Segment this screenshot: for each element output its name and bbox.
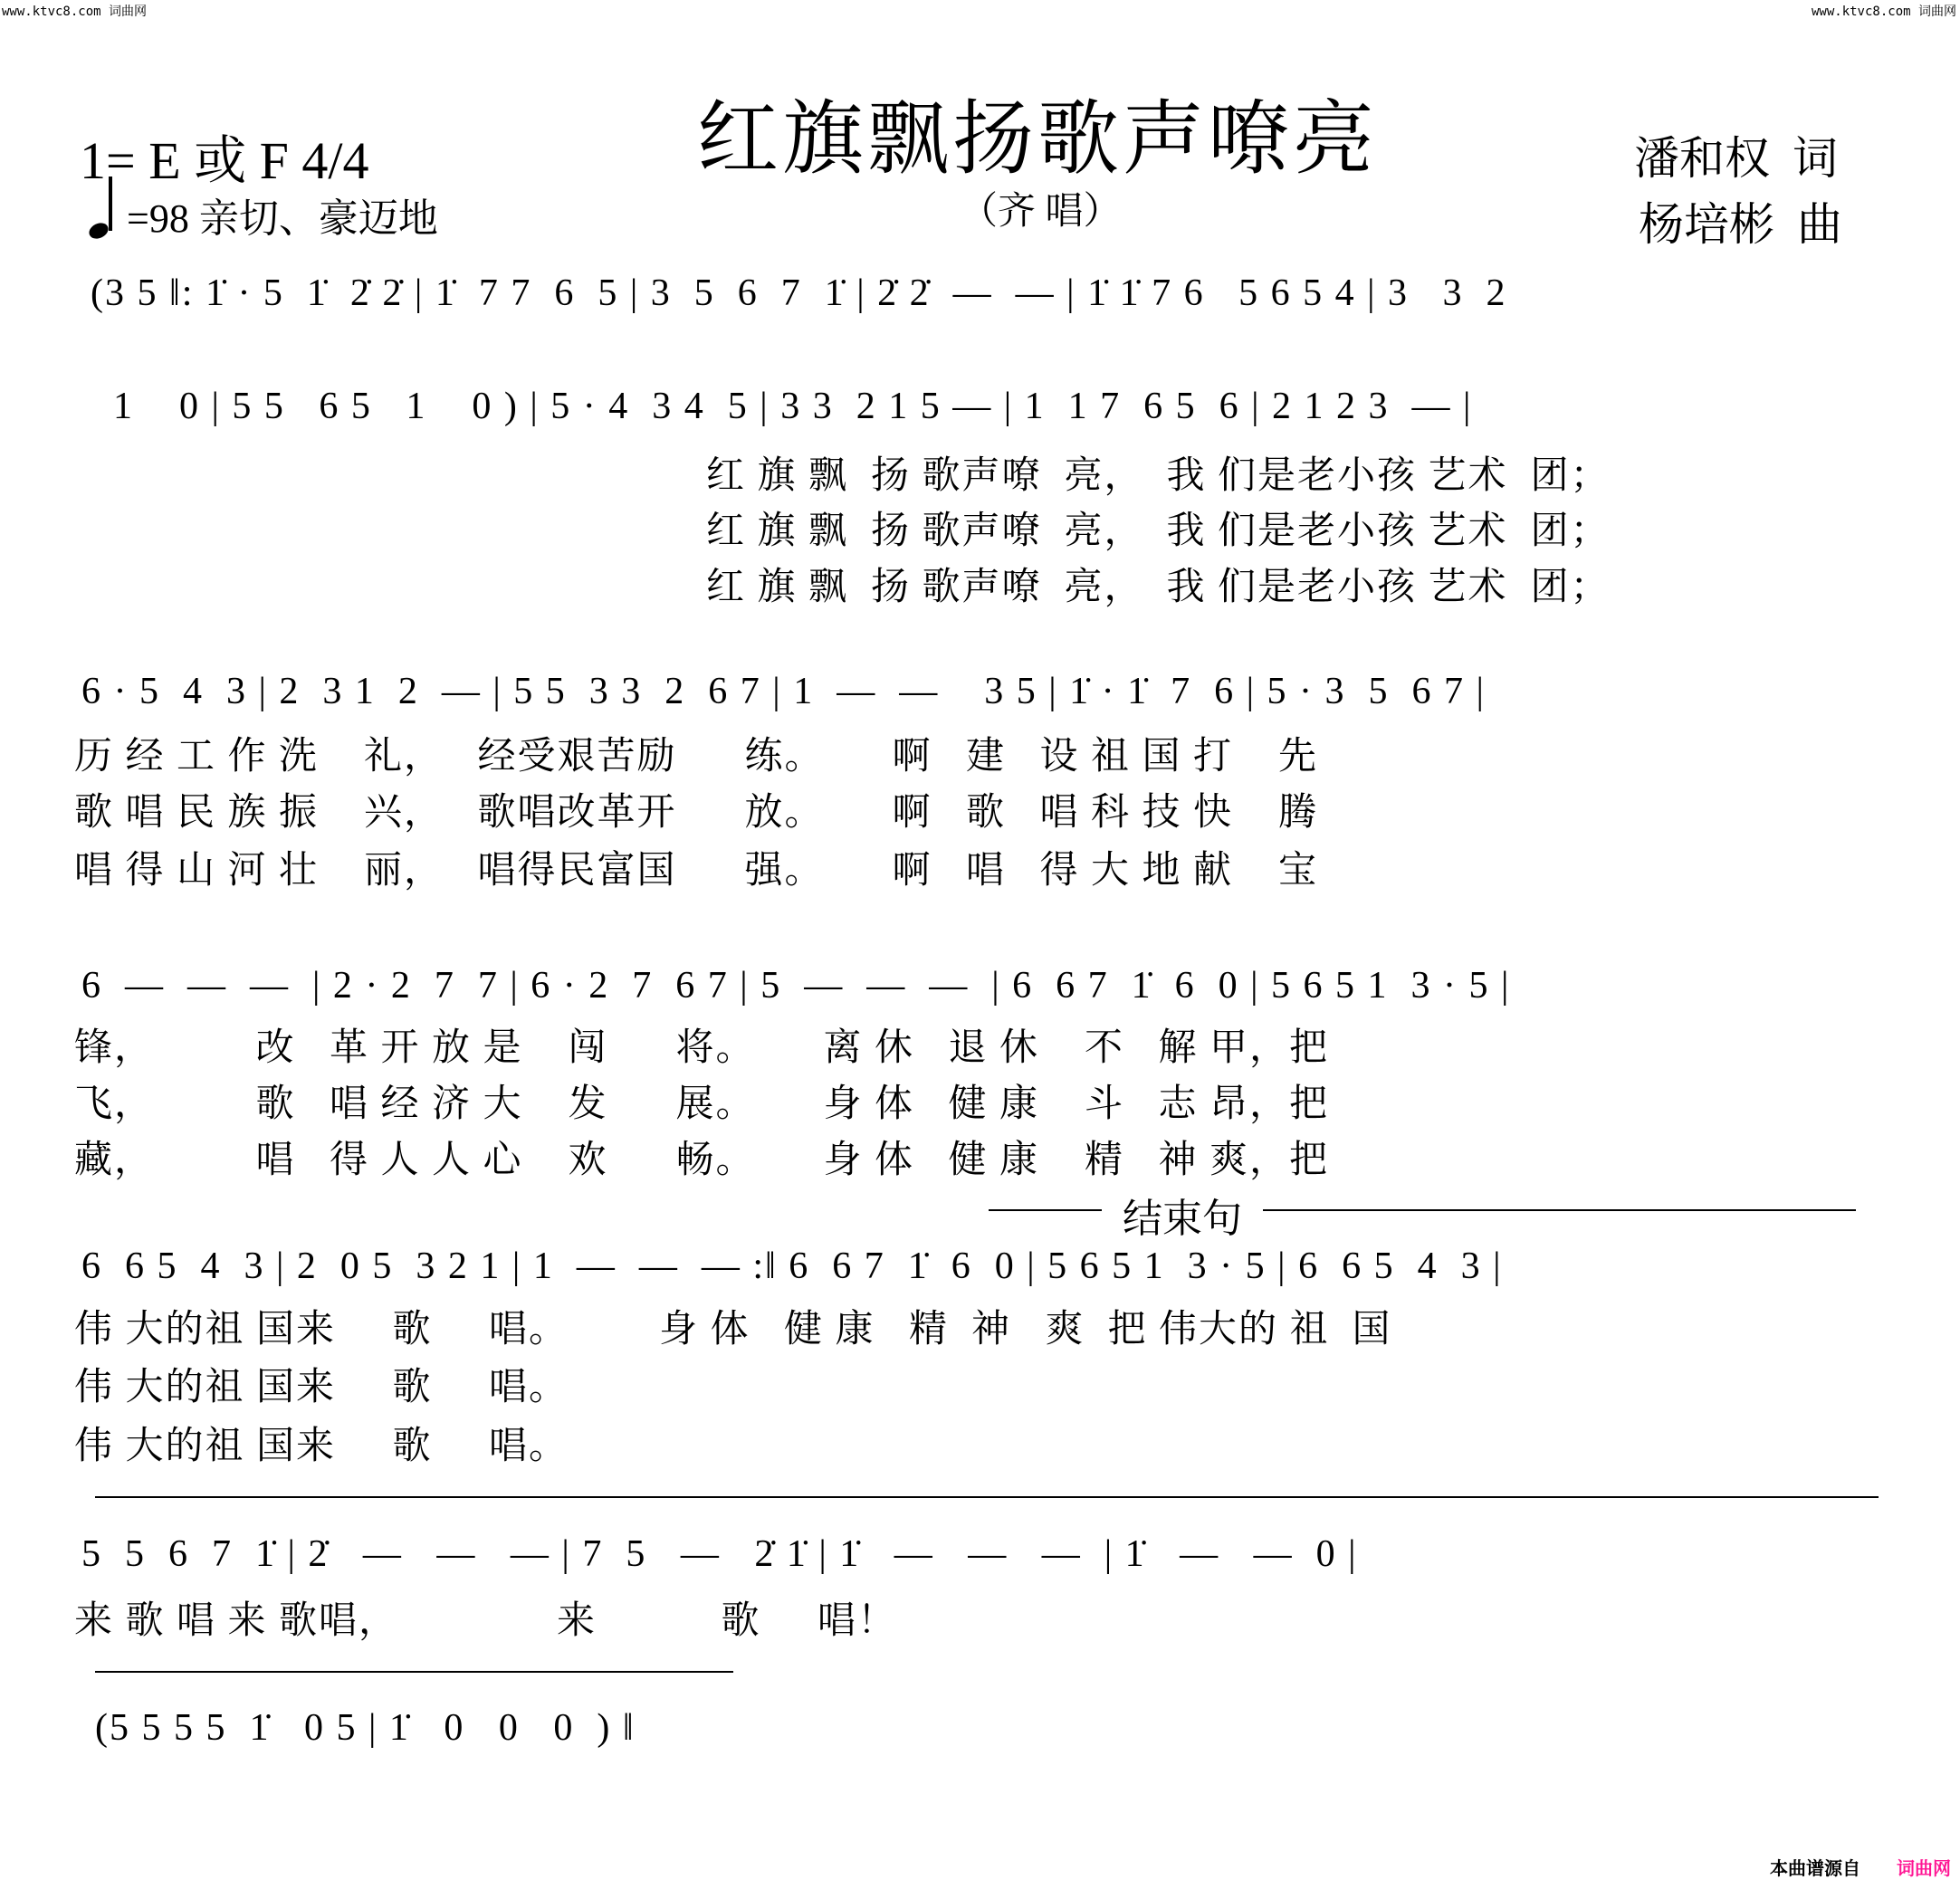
notation-row: 6 — — — | 2 · 2 7 7 | 6 · 2 7 6 7 | 5 — — — | 6 6 7 1̇ 6 0 | 5 6 5 1 3 · 5 | (81, 965, 1511, 1007)
notation-row: 6 6 5 4 3 | 2 0 5 3 2 1 | 1 — — — :‖ 6 6 7 1̇ 6 0 | 5 6 5 1 3 · 5 | 6 6 5 4 3 | (81, 1245, 1503, 1287)
lyricist: 潘和权 词 (1634, 133, 1838, 184)
tempo-marking: =98 亲切、豪迈地 (127, 196, 438, 241)
lyric-line: 伟 大的祖 国来 歌 唱。 (74, 1426, 569, 1467)
footer-site-link[interactable]: 词曲网 (1897, 1857, 1951, 1879)
key-signature: 1= E 或 F 4/4 (80, 131, 369, 190)
lyric-line: 红 旗 飘 扬 歌声嘹 亮， 我 们是老小孩 艺术 团； (706, 567, 1611, 608)
quarter-note-icon (98, 177, 112, 231)
lyric-line: 歌 唱 民 族 振 兴， 歌唱改革开 放。 啊 歌 唱 科 技 快 腾 (74, 792, 1319, 834)
lyric-line: 红 旗 飘 扬 歌声嘹 亮， 我 们是老小孩 艺术 团； (706, 455, 1611, 497)
notation-row: 1 0 | 5 5 6 5 1 0 ) | 5 · 4 3 4 5 | 3 3 2 1 5 — | 1 1 7 6 5 6 | 2 1 2 3 — | (113, 386, 1473, 427)
subtitle: （齐 唱） (960, 191, 1122, 233)
coda-bracket-left (989, 1209, 1102, 1211)
song-title: 红旗飘扬歌声嘹亮 (697, 95, 1378, 185)
notation-row: (5 5 5 5 1̇ 0 5 | 1̇ 0 0 0 ) ‖ (95, 1707, 636, 1749)
lyric-line: 飞， 歌 唱 经 济 大 发 展。 身 体 健 康 斗 志 昂，把 (74, 1083, 1330, 1125)
notation-row: (3 5 ‖: 1̇ · 5 1̇ 2̇ 2̇ | 1̇ 7 7 6 5 | 3 5 6 7 1̇ | 2̇ 2̇ — — | 1̇ 1̇ 7 6 5 6 5 4 | 3 3 2 (91, 272, 1507, 314)
watermark-left: www.ktvc8.com 词曲网 (2, 5, 148, 19)
coda-bracket-right (1263, 1209, 1856, 1211)
lyric-line: 历 经 工 作 洗 礼， 经受艰苦励 练。 啊 建 设 祖 国 打 先 (74, 736, 1319, 778)
divider-line (95, 1671, 733, 1673)
lyric-line: 唱 得 山 河 壮 丽， 唱得民富国 强。 啊 唱 得 大 地 献 宝 (74, 850, 1319, 892)
coda-label: 结束句 (1123, 1197, 1242, 1241)
divider-line (95, 1496, 1879, 1498)
watermark-right: www.ktvc8.com 词曲网 (1811, 5, 1956, 19)
lyric-line: 来 歌 唱 来 歌唱， 来 歌 唱！ (74, 1600, 898, 1642)
lyric-line: 锋， 改 革 开 放 是 闯 将。 离 休 退 休 不 解 甲，把 (74, 1027, 1330, 1069)
notation-row: 6 · 5 4 3 | 2 3 1 2 — | 5 5 3 3 2 6 7 | 1 — — 3 5 | 1̇ · 1̇ 7 6 | 5 · 3 5 6 7 | (81, 671, 1486, 712)
composer: 杨培彬 曲 (1639, 199, 1842, 250)
footer-source: 本曲谱源自 (1770, 1857, 1860, 1879)
lyric-line: 藏， 唱 得 人 人 心 欢 畅。 身 体 健 康 精 神 爽，把 (74, 1140, 1330, 1181)
lyric-line: 红 旗 飘 扬 歌声嘹 亮， 我 们是老小孩 艺术 团； (706, 511, 1611, 552)
notation-row: 5 5 6 7 1̇ | 2̇ — — — | 7 5 — 2̇ 1̇ | 1̇ — — — | 1̇ — — 0 | (81, 1533, 1358, 1575)
lyric-line: 伟 大的祖 国来 歌 唱。 (74, 1367, 569, 1408)
lyric-line: 伟 大的祖 国来 歌 唱。 身 体 健 康 精 神 爽 把 伟大的 祖 国 (74, 1309, 1392, 1350)
